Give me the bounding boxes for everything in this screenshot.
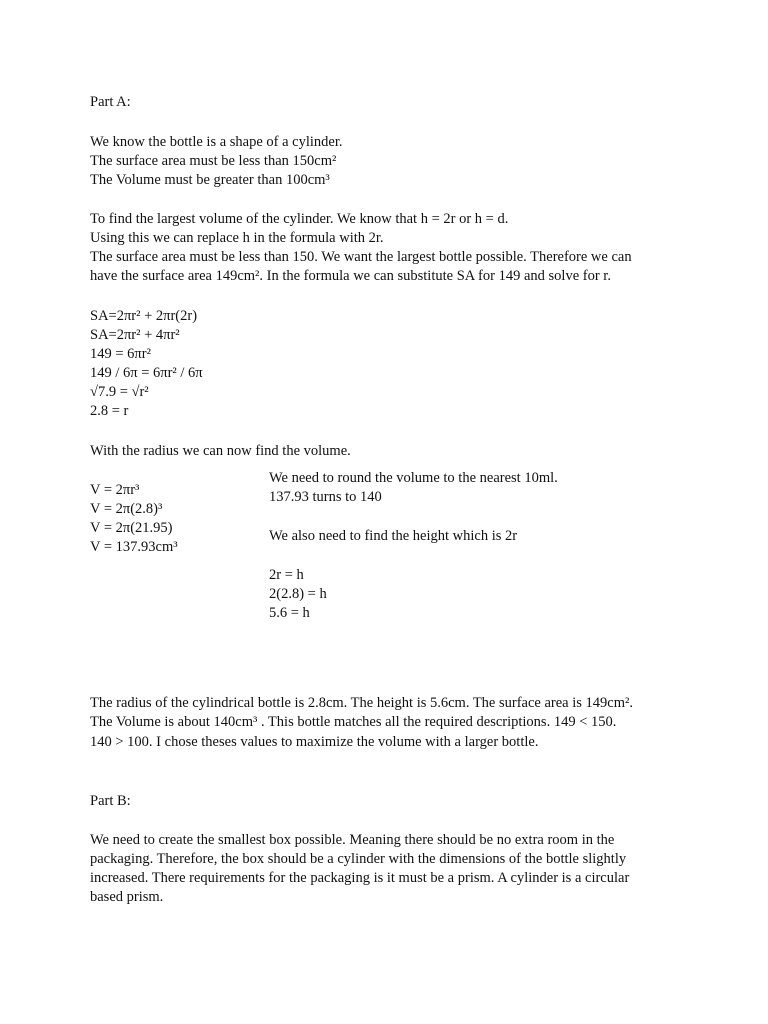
intro-line: We know the bottle is a shape of a cylinder. bbox=[90, 134, 343, 150]
part-a-heading: Part A: bbox=[90, 94, 131, 110]
part-b-heading: Part B: bbox=[90, 793, 131, 809]
conclusion-line: The radius of the cylindrical bottle is 2.8cm. The height is 5.6cm. The surface area is 149cm². bbox=[90, 695, 633, 711]
intro-line: The Volume must be greater than 100cm³ bbox=[90, 172, 330, 188]
reasoning-line: To find the largest volume of the cylinder. We know that h = 2r or h = d. bbox=[90, 211, 509, 227]
part-b-line: packaging. Therefore, the box should be a cylinder with the dimensions of the bottle slightly bbox=[90, 851, 627, 867]
volume-step: V = 2π(2.8)³ bbox=[90, 501, 163, 517]
part-b-line: based prism. bbox=[90, 889, 164, 905]
part-b-line: increased. There requirements for the packaging is it must be a prism. A cylinder is a circular bbox=[90, 870, 630, 886]
volume-step: V = 137.93cm³ bbox=[90, 539, 178, 555]
radius-step: SA=2πr² + 2πr(2r) bbox=[90, 308, 198, 324]
height-step: 2(2.8) = h bbox=[269, 586, 327, 602]
radius-step: √7.9 = √r² bbox=[90, 384, 149, 400]
height-step: 5.6 = h bbox=[269, 605, 310, 621]
volume-step: V = 2πr³ bbox=[90, 482, 140, 498]
reasoning-line: The surface area must be less than 150. We want the largest bottle possible. Therefore we can bbox=[90, 249, 632, 265]
height-note: We also need to find the height which is 2r bbox=[269, 528, 518, 544]
volume-intro: With the radius we can now find the volume. bbox=[90, 443, 351, 459]
radius-step: 149 = 6πr² bbox=[90, 346, 151, 362]
round-note: 137.93 turns to 140 bbox=[269, 489, 382, 505]
radius-step: 2.8 = r bbox=[90, 403, 129, 419]
intro-line: The surface area must be less than 150cm² bbox=[90, 153, 337, 169]
radius-step: 149 / 6π = 6πr² / 6π bbox=[90, 365, 203, 381]
part-b-line: We need to create the smallest box possible. Meaning there should be no extra room in the bbox=[90, 832, 615, 848]
round-note: We need to round the volume to the nearest 10ml. bbox=[269, 470, 558, 486]
conclusion-line: 140 > 100. I chose theses values to maximize the volume with a larger bottle. bbox=[90, 734, 539, 750]
radius-step: SA=2πr² + 4πr² bbox=[90, 327, 180, 343]
reasoning-line: Using this we can replace h in the formula with 2r. bbox=[90, 230, 384, 246]
volume-step: V = 2π(21.95) bbox=[90, 520, 173, 536]
conclusion-line: The Volume is about 140cm³ . This bottle matches all the required descriptions. 149 < 150. bbox=[90, 714, 617, 730]
height-step: 2r = h bbox=[269, 567, 304, 583]
reasoning-line: have the surface area 149cm². In the formula we can substitute SA for 149 and solve for r. bbox=[90, 268, 611, 284]
